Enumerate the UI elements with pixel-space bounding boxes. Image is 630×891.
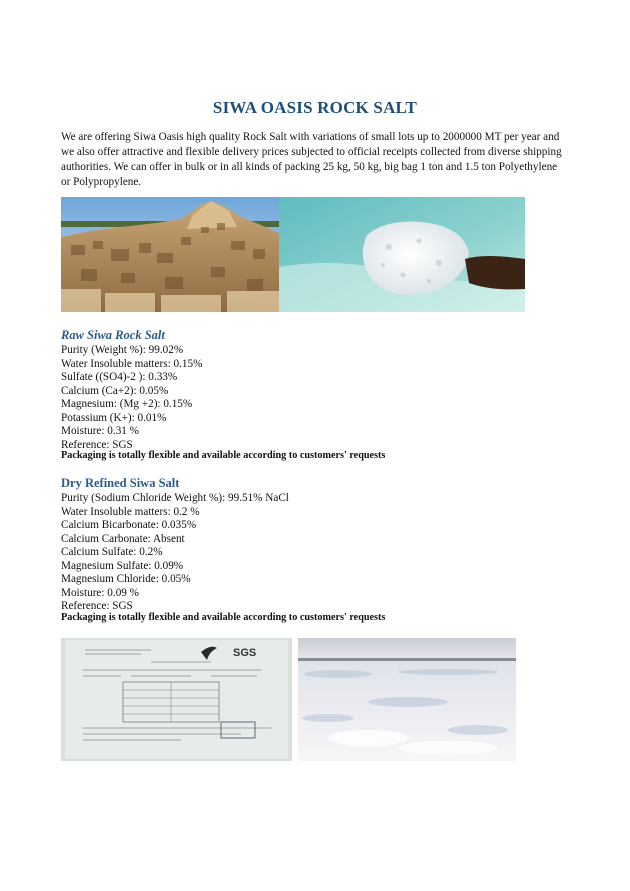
intro-paragraph: We are offering Siwa Oasis high quality Rock Salt with variations of small lots up to 2000000 MT per year and we also offer attractive and flexible delivery prices subjected to official receipts collected from diverse shipping authorities. We can offer in bulk or in all kinds of packing 25 kg, 50 kg, big bag 1 ton and 1.5 ton Polyethylene or Polypropylene.	[61, 131, 562, 188]
raw-salt-heading: Raw Siwa Rock Salt	[61, 328, 165, 342]
refined-packaging-note: Packaging is totally flexible and available according to customers' requests	[61, 612, 386, 623]
list-item: Moisture: 0.09 %	[61, 586, 139, 599]
list-item: Calcium (Ca+2): 0.05%	[61, 384, 169, 397]
list-item: Potassium (K+): 0.01%	[61, 411, 167, 424]
refined-salt-specs	[61, 492, 289, 614]
raw-packaging-note: Packaging is totally flexible and available according to customers' requests	[61, 450, 386, 461]
list-item: Water Insoluble matters: 0.2 %	[61, 505, 200, 518]
page-title: SIWA OASIS ROCK SALT	[212, 98, 418, 117]
list-item: Reference: SGS	[61, 438, 133, 451]
list-item: Purity (Weight %): 99.02%	[61, 344, 184, 356]
sgs-certificate-photo	[61, 638, 292, 761]
sgs-logo-text: SGS	[233, 647, 257, 659]
list-item: Moisture: 0.31 %	[61, 425, 139, 437]
list-item: Magnesium Chloride: 0.05%	[61, 573, 191, 585]
list-item: Calcium Sulfate: 0.2%	[61, 546, 163, 558]
salt-flat-photo	[298, 638, 516, 761]
list-item: Reference: SGS	[61, 600, 133, 612]
list-item: Sulfate ((SO4)-2 ): 0.33%	[61, 371, 178, 383]
list-item: Purity (Sodium Chloride Weight %): 99.51% NaCl	[61, 492, 289, 504]
list-item: Water Insoluble matters: 0.15%	[61, 357, 203, 370]
refined-salt-heading: Dry Refined Siwa Salt	[61, 476, 180, 490]
salt-in-hand-photo	[279, 197, 525, 312]
list-item: Calcium Carbonate: Absent	[61, 532, 185, 545]
raw-salt-specs	[61, 344, 202, 452]
list-item: Magnesium Sulfate: 0.09%	[61, 559, 184, 572]
list-item: Calcium Bicarbonate: 0.035%	[61, 519, 197, 531]
list-item: Magnesium: (Mg +2): 0.15%	[61, 398, 193, 410]
siwa-oasis-ruins-photo	[61, 197, 279, 312]
